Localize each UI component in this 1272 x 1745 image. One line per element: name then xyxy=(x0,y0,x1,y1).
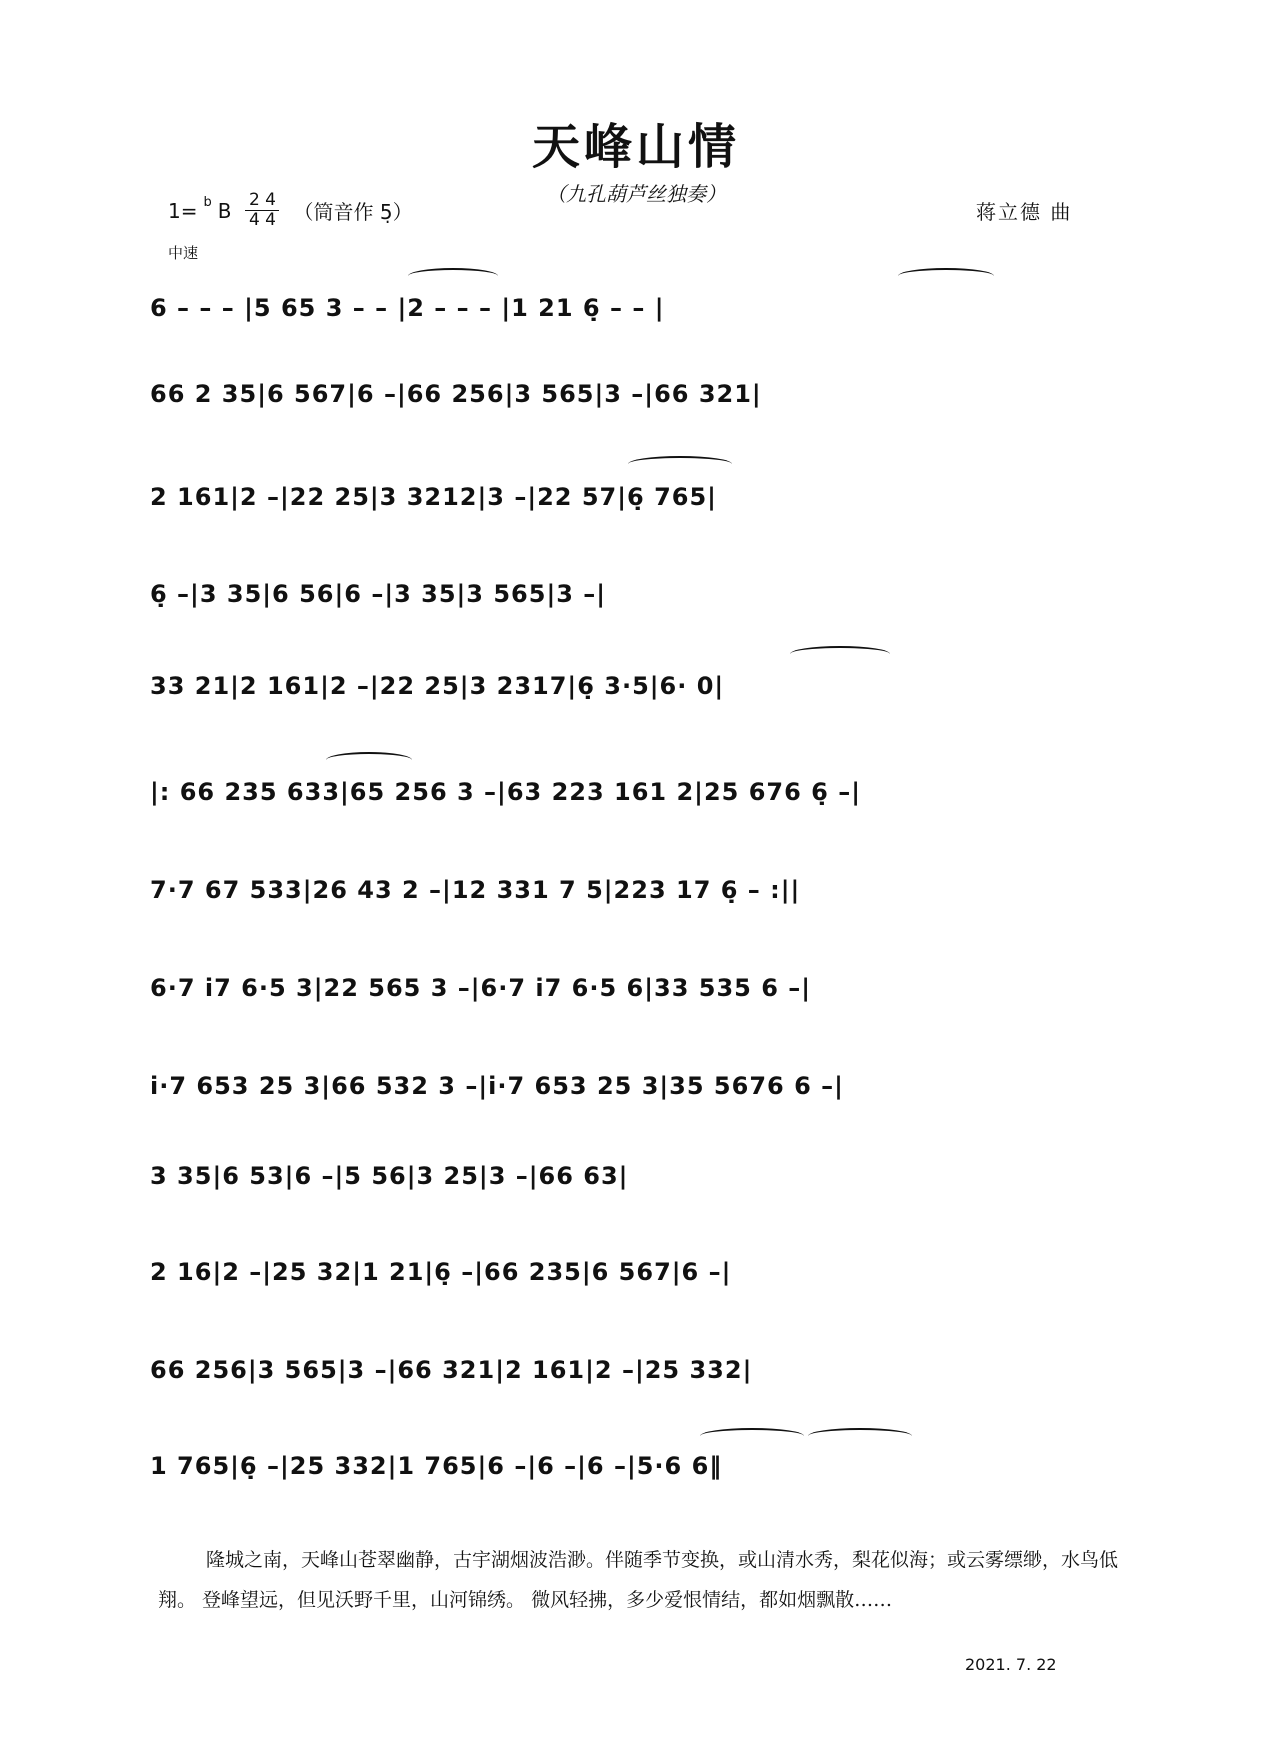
score-line-13: 1 765|6̣ –|25 332|1 765|6 –|6 –|6 –|5·6 6‖ xyxy=(150,1452,723,1480)
key-flat: b xyxy=(203,195,212,210)
page-subtitle: （九孔葫芦丝独奏） xyxy=(546,182,726,206)
time-signature-top: 2 4 xyxy=(248,190,276,210)
score-line-3: 2 161|2 –|22 25|3 3212|3 –|22 57|6̣ 765| xyxy=(150,483,717,511)
time-signature xyxy=(245,192,279,229)
score-line-2: 66 2 35|6 567|6 –|66 256|3 565|3 –|66 321| xyxy=(150,380,762,408)
key-note: B xyxy=(217,198,232,223)
description-text: 隆城之南，天峰山苍翠幽静，古宇湖烟波浩渺。伴随季节变换，或山清水秀，梨花似海；或云雾缥缈，水鸟低翔。 登峰望远，但见沃野千里，山河锦绣。 微风轻拂，多少爱恨情结，都如烟飘散…… xyxy=(158,1549,1119,1611)
key-label: 1= xyxy=(168,198,198,223)
slur-arc xyxy=(790,646,890,662)
slur-arc xyxy=(628,456,732,472)
score-line-7: 7·7 67 533|26 43 2 –|12 331 7 5|223 17 6̣ – :|| xyxy=(150,876,801,904)
tempo-marking: 中速 xyxy=(168,244,199,262)
slur-arc xyxy=(326,752,412,768)
key-signature xyxy=(168,192,413,229)
slur-arc xyxy=(808,1428,912,1444)
score-line-1: 6 – – – |5 65 3 – – |2 – – – |1 21 6̣ – – | xyxy=(150,294,665,322)
score-line-12: 66 256|3 565|3 –|66 321|2 161|2 –|25 332| xyxy=(150,1356,753,1384)
slur-arc xyxy=(898,268,994,284)
score-line-5: 33 21|2 161|2 –|22 25|3 2317|6̣ 3·5|6· 0| xyxy=(150,672,725,700)
score-line-9: i·7 653 25 3|66 532 3 –|i·7 653 25 3|35 5676 6 –| xyxy=(150,1072,844,1100)
composer: 蒋立德 曲 xyxy=(976,200,1073,224)
score-line-8: 6·7 i7 6·5 3|22 565 3 –|6·7 i7 6·5 6|33 535 6 –| xyxy=(150,974,812,1002)
slur-arc xyxy=(408,268,498,284)
time-signature-bottom: 4 4 xyxy=(248,210,276,230)
slur-arc xyxy=(700,1428,804,1444)
score-line-6: |: 66 235 633|65 256 3 –|63 223 161 2|25 676 6̣ –| xyxy=(150,778,861,806)
date: 2021. 7. 22 xyxy=(965,1655,1057,1674)
score-line-10: 3 35|6 53|6 –|5 56|3 25|3 –|66 63| xyxy=(150,1162,629,1190)
fingering-note: （筒音作 5̣） xyxy=(293,200,413,224)
score-line-11: 2 16|2 –|25 32|1 21|6̣ –|66 235|6 567|6 –| xyxy=(150,1258,732,1286)
page-title: 天峰山情 xyxy=(531,119,740,175)
score-line-4: 6̣ –|3 35|6 56|6 –|3 35|3 565|3 –| xyxy=(150,580,607,608)
